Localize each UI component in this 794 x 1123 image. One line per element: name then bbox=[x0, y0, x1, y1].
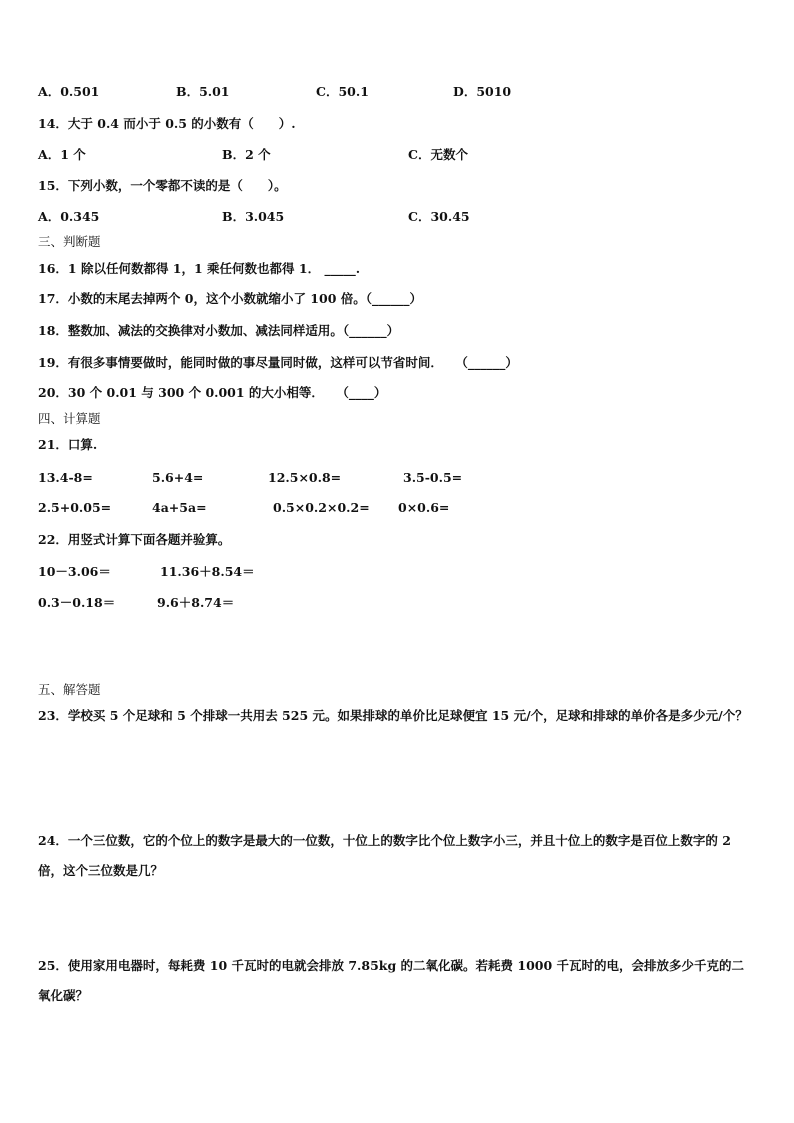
section-true-false-heading: 三、判断题 bbox=[38, 234, 101, 249]
q21-item: 12.5×0.8= bbox=[268, 470, 342, 485]
q22-question: 22．用竖式计算下面各题并验算。 bbox=[38, 532, 231, 547]
q14-option-b: B．2 个 bbox=[222, 147, 271, 162]
q24-question: 24．一个三位数，它的个位上的数字是最大的一位数，十位上的数字比个位上数字小三，并且十位上的数字是百位上数字的 2 倍，这个三位数是几？ bbox=[38, 833, 731, 878]
q22-item: 10－3.06＝ bbox=[38, 564, 111, 579]
q20-question: 20．30 个 0.01 与 300 个 0.001 的大小相等． （____） bbox=[38, 385, 387, 400]
section-calculation-heading: 四、计算题 bbox=[38, 411, 101, 426]
q21-item: 2.5+0.05= bbox=[38, 500, 112, 515]
q18-question: 18．整数加、减法的交换律对小数加、减法同样适用。（______） bbox=[38, 323, 400, 338]
q14-option-a: A．1 个 bbox=[38, 147, 86, 162]
q13-option-a: A．0.501 bbox=[38, 84, 100, 99]
q17-question: 17．小数的末尾去掉两个 0，这个小数就缩小了 100 倍。（______） bbox=[38, 291, 422, 306]
q22-item: 0.3－0.18＝ bbox=[38, 595, 116, 610]
q15-question: 15．下列小数，一个零都不读的是（ ）。 bbox=[38, 178, 287, 193]
q15-option-a: A．0.345 bbox=[38, 209, 100, 224]
q21-item: 13.4-8= bbox=[38, 470, 93, 485]
section-word-problems-heading: 五、解答题 bbox=[38, 682, 101, 697]
q22-item: 9.6＋8.74＝ bbox=[157, 595, 235, 610]
q21-item: 0.5×0.2×0.2= bbox=[273, 500, 370, 515]
q16-question: 16．1 除以任何数都得 1，1 乘任何数也都得 1． _____. bbox=[38, 261, 361, 276]
q14-option-c: C．无数个 bbox=[408, 147, 468, 162]
q22-item: 11.36＋8.54＝ bbox=[160, 564, 255, 579]
q14-question: 14．大于 0.4 而小于 0.5 的小数有（ ）. bbox=[38, 116, 296, 131]
q15-option-b: B．3.045 bbox=[222, 209, 285, 224]
q13-option-b: B．5.01 bbox=[176, 84, 230, 99]
q15-option-c: C．30.45 bbox=[408, 209, 470, 224]
q21-item: 5.6+4= bbox=[152, 470, 204, 485]
q13-option-c: C．50.1 bbox=[316, 84, 369, 99]
q25-question: 25．使用家用电器时，每耗费 10 千瓦时的电就会排放 7.85kg 的二氧化碳。若耗费 1000 千瓦时的电，会排放多少千克的二氧化碳？ bbox=[38, 958, 745, 1003]
q21-item: 0×0.6= bbox=[398, 500, 450, 515]
q13-option-d: D．5010 bbox=[453, 84, 512, 99]
q21-item: 4a+5a= bbox=[152, 500, 207, 515]
q21-question: 21．口算. bbox=[38, 437, 98, 452]
q21-item: 3.5-0.5= bbox=[403, 470, 463, 485]
q23-question: 23．学校买 5 个足球和 5 个排球一共用去 525 元。如果排球的单价比足球便宜 15 元/个，足球和排球的单价各是多少元/个？ bbox=[38, 708, 748, 723]
q19-question: 19．有很多事情要做时，能同时做的事尽量同时做，这样可以节省时间． （______） bbox=[38, 355, 518, 370]
